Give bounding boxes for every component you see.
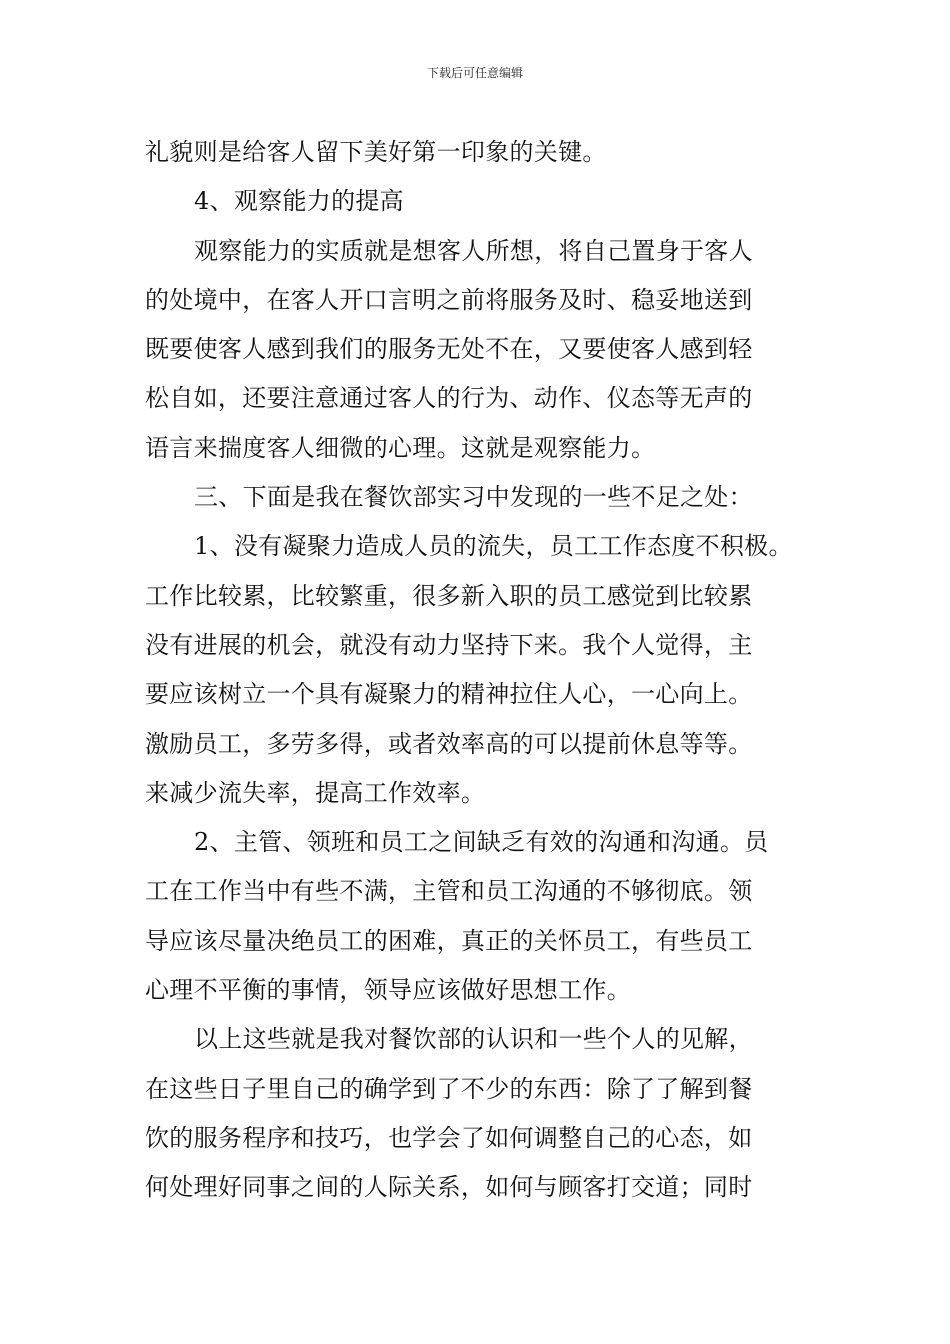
text-line: 观察能力的实质就是想客人所想，将自己置身于客人 <box>194 236 753 265</box>
text-line: 何处理好同事之间的人际关系，如何与顾客打交道；同时 <box>145 1173 753 1202</box>
text-line: 1、没有凝聚力造成人员的流失，员工工作态度不积极。 <box>194 532 793 561</box>
text-line: 松自如，还要注意通过客人的行为、动作、仪态等无声的 <box>145 384 753 413</box>
text-line: 在这些日子里自己的确学到了不少的东西：除了了解到餐 <box>145 1074 753 1103</box>
text-line: 以上这些就是我对餐饮部的认识和一些个人的见解， <box>194 1025 753 1054</box>
text-line: 工在工作当中有些不满，主管和员工沟通的不够彻底。领 <box>145 877 753 906</box>
text-line: 导应该尽量决绝员工的困难，真正的关怀员工，有些员工 <box>145 926 753 955</box>
text-line: 饮的服务程序和技巧，也学会了如何调整自己的心态，如 <box>145 1123 753 1152</box>
text-line: 三、下面是我在餐饮部实习中发现的一些不足之处： <box>194 483 753 512</box>
text-line: 来减少流失率，提高工作效率。 <box>145 778 486 807</box>
text-line: 没有进展的机会，就没有动力坚持下来。我个人觉得，主 <box>145 630 753 659</box>
text-line: 既要使客人感到我们的服务无处不在，又要使客人感到轻 <box>145 335 753 364</box>
text-line: 心理不平衡的事情，领导应该做好思想工作。 <box>145 976 631 1005</box>
text-line: 2、主管、领班和员工之间缺乏有效的沟通和沟通。员 <box>194 828 769 857</box>
text-line: 4、观察能力的提高 <box>194 187 404 216</box>
text-line: 工作比较累，比较繁重，很多新入职的员工感觉到比较累 <box>145 581 753 610</box>
text-line: 礼貌则是给客人留下美好第一印象的关键。 <box>145 138 607 166</box>
text-line: 要应该树立一个具有凝聚力的精神拉住人心，一心向上。 <box>145 680 753 709</box>
text-line: 语言来揣度客人细微的心理。这就是观察能力。 <box>145 433 656 462</box>
text-line: 激励员工，多劳多得，或者效率高的可以提前休息等等。 <box>145 729 753 758</box>
page-header: 下载后可任意编辑 <box>426 66 523 80</box>
text-line: 的处境中，在客人开口言明之前将服务及时、稳妥地送到 <box>145 285 753 314</box>
body-text <box>145 128 815 1213</box>
